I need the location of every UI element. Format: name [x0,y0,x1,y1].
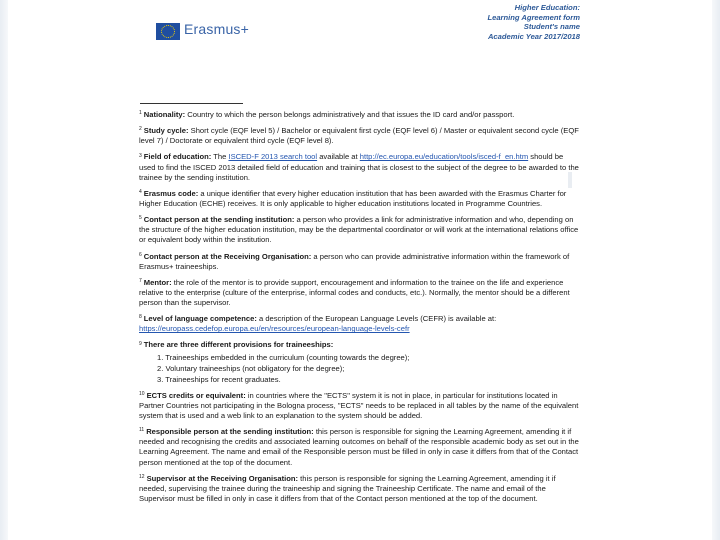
footnote-8: $^8$ Level of language competence: a description of the European Language Levels (CEFR) is available at: https://europass.cedefop.europa.eu/en/resources/european-language-levels-cefr [139,314,497,334]
cefr-link[interactable]: https://europass.cedefop.europa.eu/en/resources/european-language-levels-cefr [139,324,410,334]
provisions-list [157,353,579,385]
logo-text: Erasmus+ [184,21,250,37]
right-edge-bar [712,0,720,540]
list-item: 2. Voluntary traineeships (not obligatory for the degree); [157,363,345,373]
footnote-10: $^{10}$ ECTS credits or equivalent: in countries where the "ECTS" system it is not in place, in particular for institutions located in Partner Countries not participating in the Bologna process, "ECTS" needs to be replaced in all tables by the name of the equivalent system that is used and a web link to an explanation to the system should be added. [139,390,579,421]
isced-search-tool-link[interactable]: ISCED-F 2013 search tool [228,152,318,162]
list-item: 1. Traineeships embedded in the curriculum (counting towards the degree); [157,352,410,362]
isced-url-link[interactable]: http://ec.europa.eu/education/tools/isced-f_en.htm [359,152,529,162]
footnote-3: $^3$ Field of education: The ISCED-F 2013 search tool available at http://ec.europa.eu/education/tools/isced-f_en.htm should be used to find the ISCED 2013 detailed field of education and training that is closest to the subject of the degree to be awarded to the trainee by the sending institution. [139,152,579,182]
header-line: Learning Agreement form [487,12,580,22]
footnote-4: $^4$ Erasmus code: a unique identifier that every higher education institution that has been awarded with the Erasmus Charter for Higher Education (ECHE) receives. It is only applicable to higher education institutions located in Programme Countries. [139,188,567,208]
eu-flag-icon [156,23,180,40]
erasmus-logo [156,21,250,42]
footnote-9: $^9$ There are three different provisions for traineeships: 1. Traineeships embedded in the curriculum (counting towards the degree); 2. Voluntary traineeships (not obligatory for the degree); 3. Traineeships for recent graduates. [139,340,579,384]
footnote-6: $^6$ Contact person at the Receiving Organisation: a person who can provide administrative information within the framework of Erasmus+ traineeships. [139,251,570,271]
list-item: 3. Traineeships for recent graduates. [157,374,281,384]
footnote-1: $^1$ Nationality: Country to which the person belongs administratively and that issues the ID card and/or passport. [139,110,515,119]
footnote-12: $^{12}$ Supervisor at the Receiving Organisation: this person is responsible for signing the Learning Agreement, amending it if needed, supervising the trainee during the traineeship and signing the Traineeship Certificate. The name and email of the Supervisor must be filled in only in case it differs from that of the Contact person mentioned at the top of the document. [139,473,556,503]
footnote-5: $^5$ Contact person at the sending institution: a person who provides a link for administrative information and who, depending on the structure of the higher education institution, may be the departmental coordinator or will work at the international relations office or equivalent body within the institution. [139,215,579,245]
header-line: Academic Year 2017/2018 [487,31,580,41]
footnote-2: $^2$ Study cycle: Short cycle (EQF level 5) / Bachelor or equivalent first cycle (EQF level 6) / Master or equivalent second cycle (EQF level 7) / Doctorate or equivalent third cycle (EQF level 8). [139,126,579,146]
left-edge-bar [0,0,8,540]
footnote-11: $^{11}$ Responsible person at the sending institution: this person is responsible for signing the Learning Agreement, amending it if needed and recognising the credits and associated learning outcomes on behalf of the responsible academic body as set out in the Learning Agreement. The name and email of the Responsible person must be filled in only in case it differs from that of the Contact person mentioned at the top of the document. [139,427,579,467]
footnotes-list [139,110,579,510]
header-line: Student's name [523,22,580,31]
footnote-7: $^7$ Mentor: the role of the mentor is to provide support, encouragement and information to the trainee on the life and experience relative to the enterprise (culture of the enterprise, informal codes and conducts, etc.). Normally, the mentor should be a different person than the supervisor. [139,277,570,307]
footnote-separator [140,103,243,104]
document-header [380,3,580,41]
header-line: Higher Education: [514,3,580,12]
